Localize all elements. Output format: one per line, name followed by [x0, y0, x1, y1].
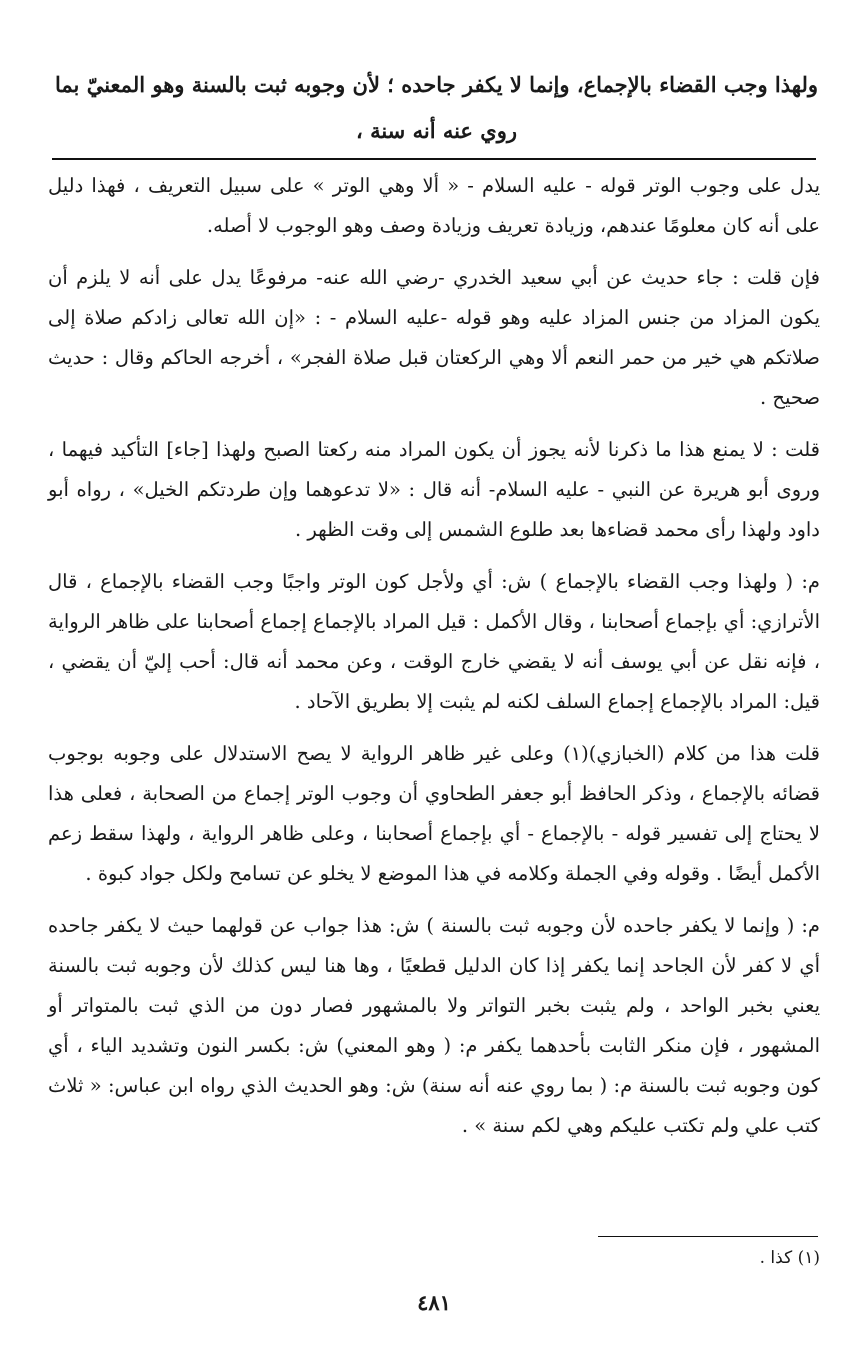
- paragraph-1: يدل على وجوب الوتر قوله - عليه السلام - « ألا وهي الوتر » على سبيل التعريف ، فهذا دليل على أنه كان معلومًا عندهم، وزيادة تعريف وزيادة وصف وهو الوجوب لا أصله.: [48, 174, 820, 237]
- paragraph-2: فإن قلت : جاء حديث عن أبي سعيد الخدري -رضي الله عنه- مرفوعًا يدل على أنه لا يلزم أن يكون المزاد من جنس المزاد عليه وهو قوله -عليه السلام - : «إن الله تعالى زادكم صلاة إلى صلاتكم هي خير من حمر النعم ألا وهي الركعتان قبل صلاة الفجر» ، أخرجه الحاكم وقال : حديث صحيح .: [48, 266, 821, 409]
- paragraph-3: قلت : لا يمنع هذا ما ذكرنا لأنه يجوز أن يكون المراد منه ركعتا الصبح ولهذا [جاء] التأكيد فيهما ، وروى أبو هريرة عن النبي - عليه السلام- أنه قال : «لا تدعوهما وإن طردتكم الخيل» ، رواه أبو داود ولهذا رأى محمد قضاءها بعد طلوع الشمس إلى وقت الظهر .: [48, 438, 820, 541]
- header-divider: [52, 158, 816, 160]
- matn-line-2: روي عنه أنه سنة ،: [356, 118, 517, 143]
- footnote: (١) كذا .: [759, 1248, 820, 1268]
- paragraph-4: م: ( ولهذا وجب القضاء بالإجماع ) ش: أي ولأجل كون الوتر واجبًا وجب القضاء بالإجماع ، قال الأترازي: أي بإجماع أصحابنا ، وقال الأكمل : قيل المراد بالإجماع إجماع أصحابنا على ظاهر الرواية ، فإنه نقل عن أبي يوسف أنه لا يقضي خارج الوقت ، وعن محمد أنه قال: أحب إليّ أن يقضي ، قيل: المراد بالإجماع إجماع السلف لكنه لم يثبت إلا بطريق الآحاد .: [48, 570, 820, 713]
- matn-line-1: ولهذا وجب القضاء بالإجماع، وإنما لا يكفر جاحده ؛ لأن وجوبه ثبت بالسنة وهو المعنيّ بما: [55, 72, 818, 97]
- footnote-divider: [598, 1236, 818, 1237]
- commentary-body: [48, 166, 820, 1158]
- paragraph-5: قلت هذا من كلام (الخبازي)(١) وعلى غير ظاهر الرواية لا يصح الاستدلال على وجوبه بوجوب قضائه بالإجماع ، وذكر الحافظ أبو جعفر الطحاوي أن وجوب الوتر إجماع من الصحابة ، فعلى هذا لا يحتاج إلى تفسير قوله - بالإجماع - أي بإجماع أصحابنا ، وعلى ظاهر الرواية ، ولهذا سقط زعم الأكمل أيضًا . وقوله وفي الجملة وكلامه في هذا الموضع لا يخلو عن تسامح ولكل جواد كبوة .: [48, 742, 821, 885]
- paragraph-6: م: ( وإنما لا يكفر جاحده لأن وجوبه ثبت بالسنة ) ش: هذا جواب عن قولهما حيث لا يكفر جاحده أي لا كفر لأن الجاحد إنما يكفر إذا كان الدليل قطعيًا ، وها هنا ليس كذلك لأن وجوبه ثبت بالسنة يعني بخبر الواحد ، ولم يثبت بخبر التواتر ولا بالمشهور فصار دون من الذي ثبت بالمتواتر أو المشهور ، فإن منكر الثابت بأحدهما يكفر م: ( وهو المعني) ش: بكسر النون وتشديد الياء ، أي كون وجوبه ثبت بالسنة م: ( بما روي عنه أنه سنة) ش: وهو الحديث الذي رواه ابن عباس: « ثلاث كتب علي ولم تكتب عليكم وهي لكم سنة » .: [48, 914, 820, 1137]
- page-number: ٤٨١: [417, 1290, 451, 1315]
- main-text-header: [55, 62, 818, 154]
